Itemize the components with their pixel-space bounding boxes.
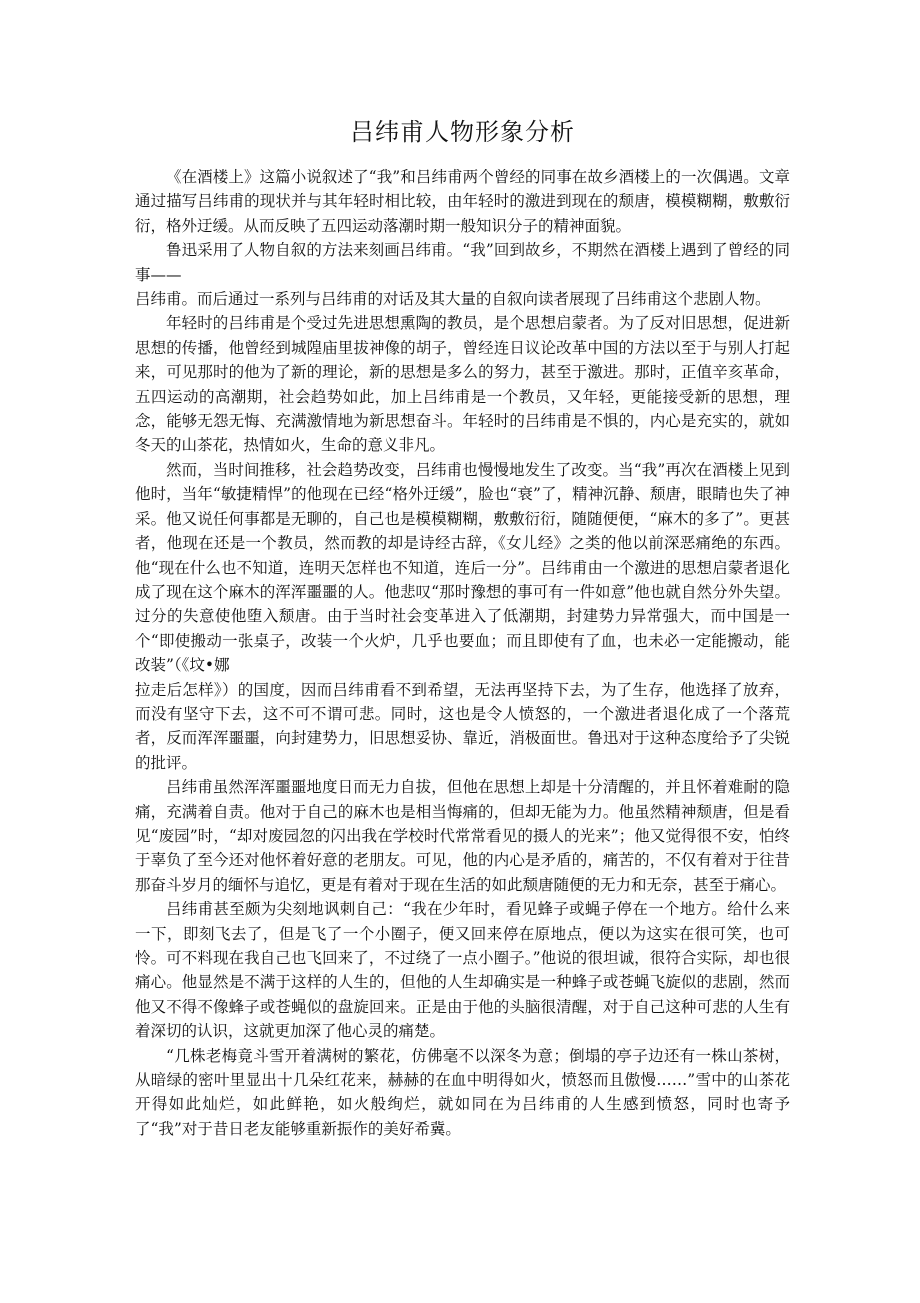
paragraph-intro: 《在酒楼上》这篇小说叙述了“我”和吕纬甫两个曾经的同事在故乡酒楼上的一次偶遇。文章通过描写吕纬甫的现状并与其年轻时相比较，由年轻时的激进到现在的颓唐，模模糊糊，敷敷衍衍，格外迂缓。从而反映了五四运动落潮时期一般知识分子的精神面貌。 — [135, 168, 790, 235]
document-page — [135, 115, 790, 1141]
document-title: 吕纬甫人物形象分析 — [350, 118, 575, 146]
paragraph-self-mockery: 吕纬甫甚至颇为尖刻地讽刺自己：“我在少年时，看见蜂子或蝇子停在一个地方。给什么来一下，即刻飞去了，但是飞了一个小圈子，便又回来停在原地点，便以为这实在很可笑，也可怜。可不料现在我自己也飞回来了，不过绕了一点小圈子。”他说的很坦诚，很符合实际，却也很痛心。他显然是不满于这样的人生的，但他的人生却确实是一种蜂子或苍蝇飞旋似的悲剧，然而他又不得不像蜂子或苍蝇似的盘旋回来。正是由于他的头脑很清醒，对于自己这种可悲的人生有着深切的认识，这就更加深了他心灵的痛楚。 — [135, 900, 790, 1041]
paragraph-inner-conflict: 吕纬甫虽然浑浑噩噩地度日而无力自拔，但他在思想上却是十分清醒的，并且怀着难耐的隐痛，充满着自责。他对于自己的麻木也是相当悔痛的，但却无能为力。他虽然精神颓唐，但是看见“废园”时，“却对废园忽的闪出我在学校时代常常看见的摄人的光来”；他又觉得很不安，怕终于辜负了至今还对他怀着好意的老朋友。可见，他的内心是矛盾的，痛苦的，不仅有着对于往昔那奋斗岁月的缅怀与追忆，更是有着对于现在生活的如此颓唐随便的无力和无奈，甚至于痛心。 — [135, 778, 790, 894]
paragraph-youth: 年轻时的吕纬甫是个受过先进思想熏陶的教员，是个思想启蒙者。为了反对旧思想，促进新思想的传播，他曾经到城隍庙里拔神像的胡子，曾经连日议论改革中国的方法以至于与别人打起来，可见那时的他为了新的理论，新的思想是多么的努力，甚至于激进。那时，正值辛亥革命，五四运动的高潮期，社会趋势如此，加上吕纬甫是一个教员，又年轻，更能接受新的思想，理念，能够无怨无悔、充满激情地为新思想奋斗。年轻时的吕纬甫是不惧的，内心是充实的，就如冬天的山茶花，热情如火，生命的意义非凡。 — [135, 314, 790, 455]
paragraph-change-continued: 拉走后怎样》）的国度，因而吕纬甫看不到希望，无法再坚持下去，为了生存，他选择了放弃，而没有坚守下去，这不可不谓可悲。同时，这也是令人愤怒的，一个激进者退化成了一个落荒者，反而浑浑噩噩，向封建势力，旧思想妥协、靠近，消极面世。鲁迅对于这种态度给予了尖锐的批评。 — [135, 680, 790, 772]
paragraph-camellia: “几株老梅竟斗雪开着满树的繁花，仿佛毫不以深冬为意；倒塌的亭子边还有一株山茶树，从暗绿的密叶里显出十几朵红花来，赫赫的在血中明得如火，愤怒而且傲慢……”雪中的山茶花开得如此灿烂，如此鲜艳，如火般绚烂，就如同在为吕纬甫的人生感到愤怒，同时也寄予了“我”对于昔日老友能够重新振作的美好希冀。 — [135, 1046, 790, 1138]
paragraph-method-continued: 吕纬甫。而后通过一系列与吕纬甫的对话及其大量的自叙向读者展现了吕纬甫这个悲剧人物。 — [135, 290, 771, 309]
paragraph-change: 然而，当时间推移，社会趋势改变，吕纬甫也慢慢地发生了改变。当“我”再次在酒楼上见到他时，当年“敏捷精悍”的他现在已经“格外迂缓”，脸也“衰”了，精神沉静、颓唐，眼睛也失了神采。他又说任何事都是无聊的，自己也是模模糊糊，敷敷衍衍，随随便便，“麻木的多了”。更甚者，他现在还是一个教员，然而教的却是诗经古辞，《女儿经》之类的他以前深恶痛绝的东西。他“现在什么也不知道，连明天怎样也不知道，连后一分”。吕纬甫由一个激进的思想启蒙者退化成了现在这个麻木的浑浑噩噩的人。他悲叹“那时豫想的事可有一件如意”他也就自然分外失望。过分的失意使他堕入颓唐。由于当时社会变革进入了低潮期，封建势力异常强大，而中国是一个“即使搬动一张桌子，改装一个火炉，几乎也要血；而且即使有了血，也未必一定能搬动，能改装”（《坟•娜 — [135, 460, 790, 675]
paragraph-method: 鲁迅采用了人物自叙的方法来刻画吕纬甫。“我”回到故乡，不期然在酒楼上遇到了曾经的同事—— — [135, 241, 790, 284]
